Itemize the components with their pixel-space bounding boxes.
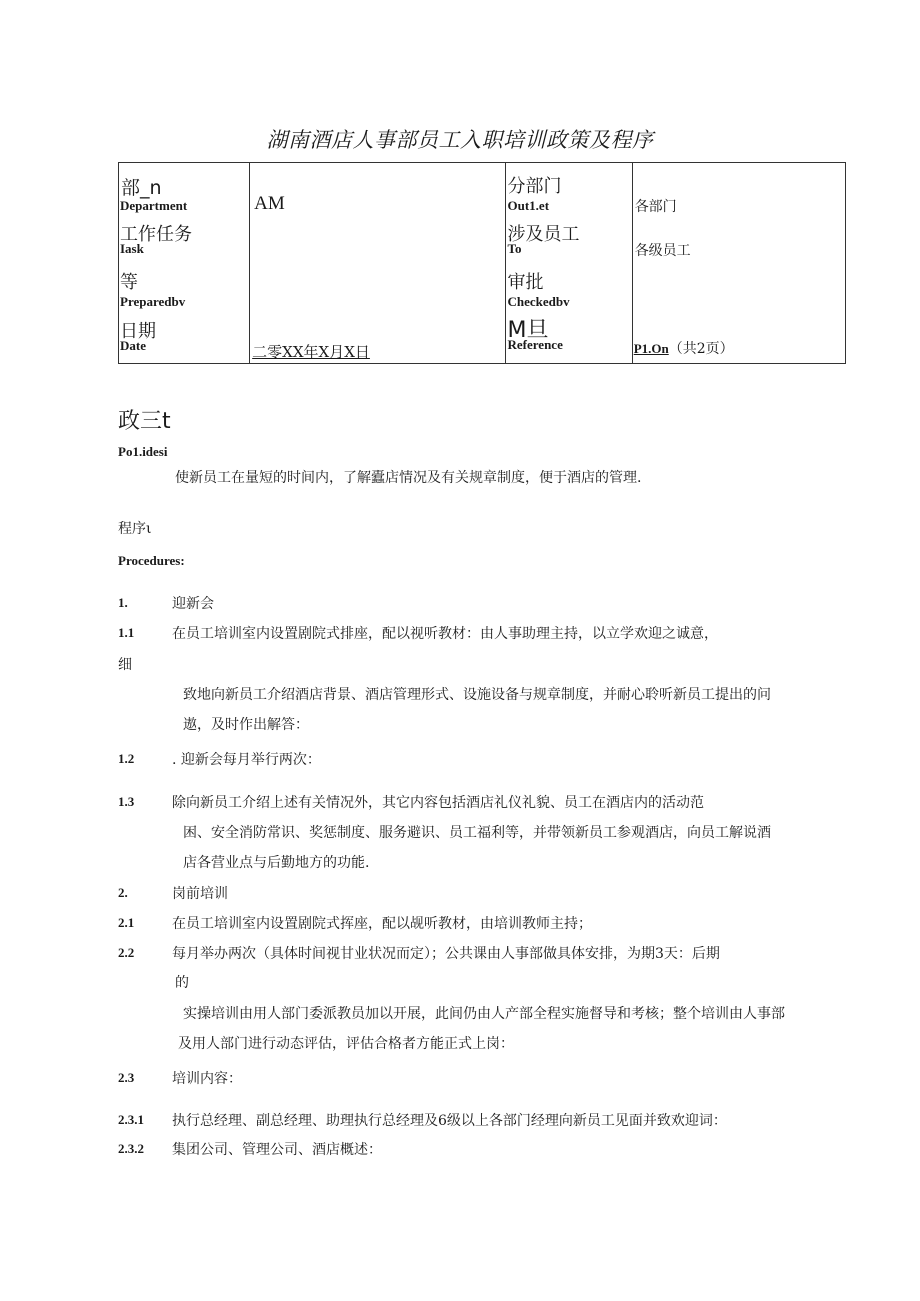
reference-label-en: Reference [507, 337, 563, 352]
item-text: 店各营业点与后勤地方的功能. [183, 855, 370, 871]
header-table [118, 162, 846, 364]
value-column-right [632, 163, 845, 364]
procedures-heading-en: Procedures: [118, 553, 185, 568]
item-text: 的 [175, 975, 189, 991]
prepared-label-zh: 等 [120, 272, 138, 293]
item-text: 在员工培训室内设置剧院式排座，配以视听教材：由人事助理主持，以立学欢迎之诚意， [172, 626, 718, 642]
date-label-en: Date [120, 338, 146, 353]
date-label-zh: 日期 [120, 321, 156, 342]
item-number: 2.3 [118, 1070, 135, 1085]
item-text: 及用人部门进行动态评估，评估合格者方能正式上岗： [178, 1036, 514, 1052]
item-text: 致地向新员工介绍酒店背景、酒店管理形式、设施设备与规章制度，并耐心聆听新员工提出的问 [183, 687, 771, 703]
item-text: 执行总经理、副总经理、助理执行总经理及6级以上各部门经理向新员工见面并致欢迎词： [172, 1113, 727, 1129]
page-number [634, 338, 734, 358]
policy-heading-en: Po1.idesi [118, 444, 168, 459]
item-number: 1.2 [118, 751, 135, 766]
item-text: 实操培训由用人部门委派教员加以开展，此间仍由人产部全程实施督导和考核；整个培训由人事部 [183, 1006, 785, 1022]
outlet-label-en: Out1.et [507, 198, 550, 213]
document-title: 湖南酒店人事部员工入职培训政策及程序 [266, 128, 654, 152]
outlet-value: 各部门 [634, 199, 677, 215]
task-label-zh: 工作任务 [120, 224, 192, 245]
item-text: . 迎新会每月举行两次： [172, 752, 321, 768]
label-column-right [505, 163, 632, 364]
dept-label-zh: 部_n [121, 177, 162, 199]
item-text: 细 [118, 657, 132, 673]
dept-value: AM [254, 193, 285, 214]
item-text: 迎新会 [172, 596, 214, 612]
checked-label-en: Checkedbv [507, 294, 570, 309]
dept-label-en: Department [120, 198, 188, 213]
to-label-zh: 涉及员工 [507, 224, 580, 245]
item-text: 在员工培训室内设置剧院式挥座，配以觇听教材，由培训教师主持； [172, 916, 592, 932]
item-number: 1. [118, 595, 128, 610]
item-text: 岗前培训 [172, 886, 228, 902]
outlet-label-zh: 分部门 [507, 176, 562, 197]
item-number: 1.1 [118, 625, 135, 640]
item-text: 集团公司、管理公司、酒店概述： [172, 1142, 382, 1158]
item-text: 遨，及时作出解答： [183, 717, 309, 733]
page-total: （共2页） [668, 341, 734, 357]
item-text: 每月举办两次（具体时间视甘业状况而定）；公共课由人事部做具体安排，为期3天：后期 [172, 946, 720, 962]
item-text: 困、安全消防常识、奖惩制度、服务避识、员工福利等，并带领新员工参观酒店，向员工解说酒 [183, 825, 771, 841]
policy-heading [118, 404, 171, 435]
item-number: 2. [118, 885, 128, 900]
to-label-en: To [507, 241, 522, 256]
item-text: 培训内容： [172, 1071, 242, 1087]
item-number: 2.2 [118, 945, 135, 960]
item-text: 除向新员工介绍上述有关情况外，其它内容包括酒店礼仪礼貌、员工在酒店内的活动范 [172, 795, 704, 811]
policy-heading-zh: 政三t [118, 409, 171, 434]
procedures-heading-zh: 程序ι [118, 521, 152, 537]
reference-label-zh: M旦 [507, 318, 549, 343]
to-value: 各级员工 [634, 243, 691, 259]
checked-label-zh: 审批 [507, 272, 544, 293]
item-number: 2.3.2 [118, 1141, 144, 1156]
page-value: P1.On [633, 341, 669, 356]
prepared-label-en: Preparedbv [120, 294, 186, 309]
date-value: 二零XX年X月X日 [252, 343, 370, 361]
label-column-left [119, 163, 250, 364]
policy-text: 使新员工在量短的时间内，了解蠹店情况及有关规章制度，便于酒店的管理. [175, 470, 642, 486]
item-number: 1.3 [118, 794, 135, 809]
item-number: 2.3.1 [118, 1112, 144, 1127]
item-number: 2.1 [118, 915, 135, 930]
task-label-en: Iask [120, 241, 144, 256]
value-column-left [250, 163, 505, 364]
